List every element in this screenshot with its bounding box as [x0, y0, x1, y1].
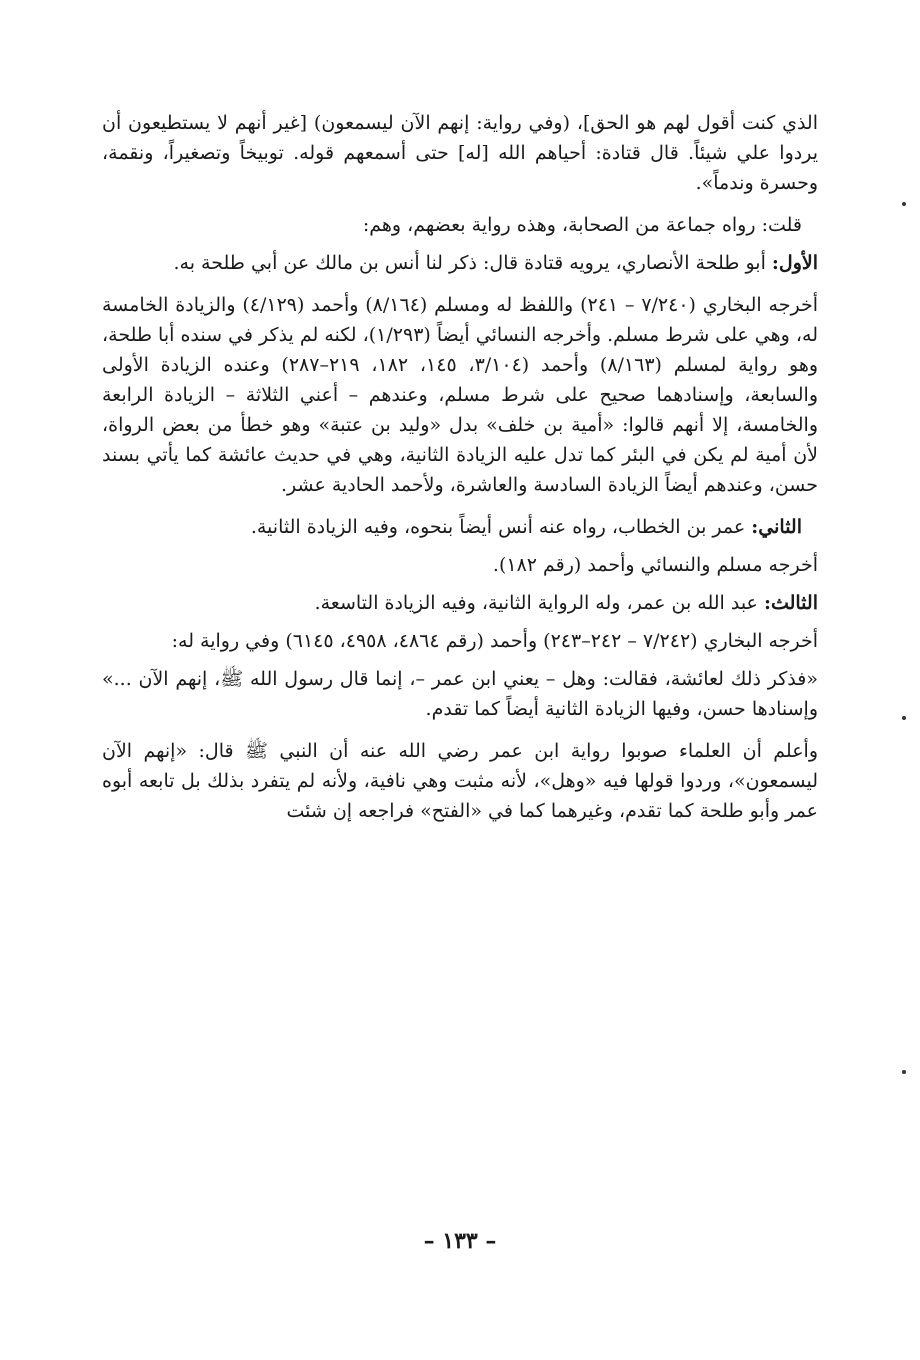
paragraph-text: أخرجه البخاري (٧/٢٤٢ – ٢٤٢–٢٤٣) وأحمد (رقم ٤٨٦٤، ٤٩٥٨، ٦١٤٥) وفي رواية له:: [171, 630, 818, 652]
paragraph-9: [102, 664, 818, 724]
paragraph-lead: الأول:: [771, 252, 818, 274]
paragraph-text: الذي كنت أقول لهم هو الحق]، (وفي رواية: إنهم الآن ليسمعون) [غير أنهم لا يستطيعون أن يردوا علي شيئاً. قال قتادة: أحياهم الله [له] حتى أسمعهم قوله. توبيخاً وتصغيراً، ونقمة، وحسرة وندماً».: [102, 112, 818, 194]
paragraph-3: [102, 248, 818, 278]
paragraph-7: [102, 588, 818, 618]
paragraph-1: [102, 108, 818, 198]
paragraph-lead: الثاني:: [751, 516, 802, 538]
paragraph-text: أخرجه البخاري (٧/٢٤٠ – ٢٤١) واللفظ له ومسلم (٨/١٦٤) وأحمد (٤/١٢٩) والزيادة الخامسة له، وهي على شرط مسلم. وأخرجه النسائي أيضاً (١/٢٩٣)، لكنه لم يذكر في سنده أبا طلحة، وهو رواية لمسلم (٨/١٦٣) وأحمد (٣/١٠٤، ١٤٥، ١٨٢، ٢١٩–٢٨٧) وعنده الزيادة الأولى والسابعة، وإسنادهما صحيح على شرط مسلم، وعندهم – أعني الثلاثة – الزيادة الرابعة والخامسة، إلا أنهم قالوا: «أمية بن خلف» بدل «وليد بن عتبة» وهو خطأ من بعض الرواة، لأن أمية لم يكن في البئر كما تدل عليه الزيادة الثانية، وهي في حديث عائشة كما يأتي بسند حسن، وعندهم أيضاً الزيادة السادسة والعاشرة، ولأحمد الحادية عشر.: [102, 294, 819, 496]
paragraph-5: [102, 512, 818, 542]
document-body: [102, 108, 818, 838]
page-number: – ١٣٣ –: [423, 1228, 497, 1254]
margin-mark: [902, 1070, 906, 1074]
paragraph-4: [102, 290, 818, 500]
paragraph-text: عبد الله بن عمر، وله الرواية الثانية، وفيه الزيادة التاسعة.: [314, 592, 764, 614]
margin-mark: [902, 716, 906, 720]
paragraph-6: [102, 550, 818, 580]
margin-mark: [902, 202, 906, 206]
paragraph-text: قلت: رواه جماعة من الصحابة، وهذه رواية بعضهم، وهم:: [362, 214, 802, 236]
paragraph-8: [102, 626, 818, 656]
paragraph-10: [102, 736, 818, 826]
paragraph-text: أبو طلحة الأنصاري، يرويه قتادة قال: ذكر لنا أنس بن مالك عن أبي طلحة به.: [173, 252, 772, 274]
paragraph-text: أخرجه مسلم والنسائي وأحمد (رقم ١٨٢).: [492, 554, 818, 576]
paragraph-text: «فذكر ذلك لعائشة، فقالت: وهل – يعني ابن عمر –، إنما قال رسول الله ﷺ، إنهم الآن ...» وإسنادها حسن، وفيها الزيادة الثانية أيضاً كما تقدم.: [102, 668, 818, 720]
paragraph-2: [102, 210, 818, 240]
paragraph-lead: الثالث:: [763, 592, 818, 614]
paragraph-text: عمر بن الخطاب، رواه عنه أنس أيضاً بنحوه، وفيه الزيادة الثانية.: [250, 516, 752, 538]
paragraph-text: وأعلم أن العلماء صوبوا رواية ابن عمر رضي الله عنه أن النبي ﷺ قال: «إنهم الآن ليسمعون»، وردوا قولها فيه «وهل»، لأنه مثبت وهي نافية، ولأنه لم يتفرد بذلك بل تابعه أبوه عمر وأبو طلحة كما تقدم، وغيرهما كما في «الفتح» فراجعه إن شئت: [102, 740, 818, 822]
